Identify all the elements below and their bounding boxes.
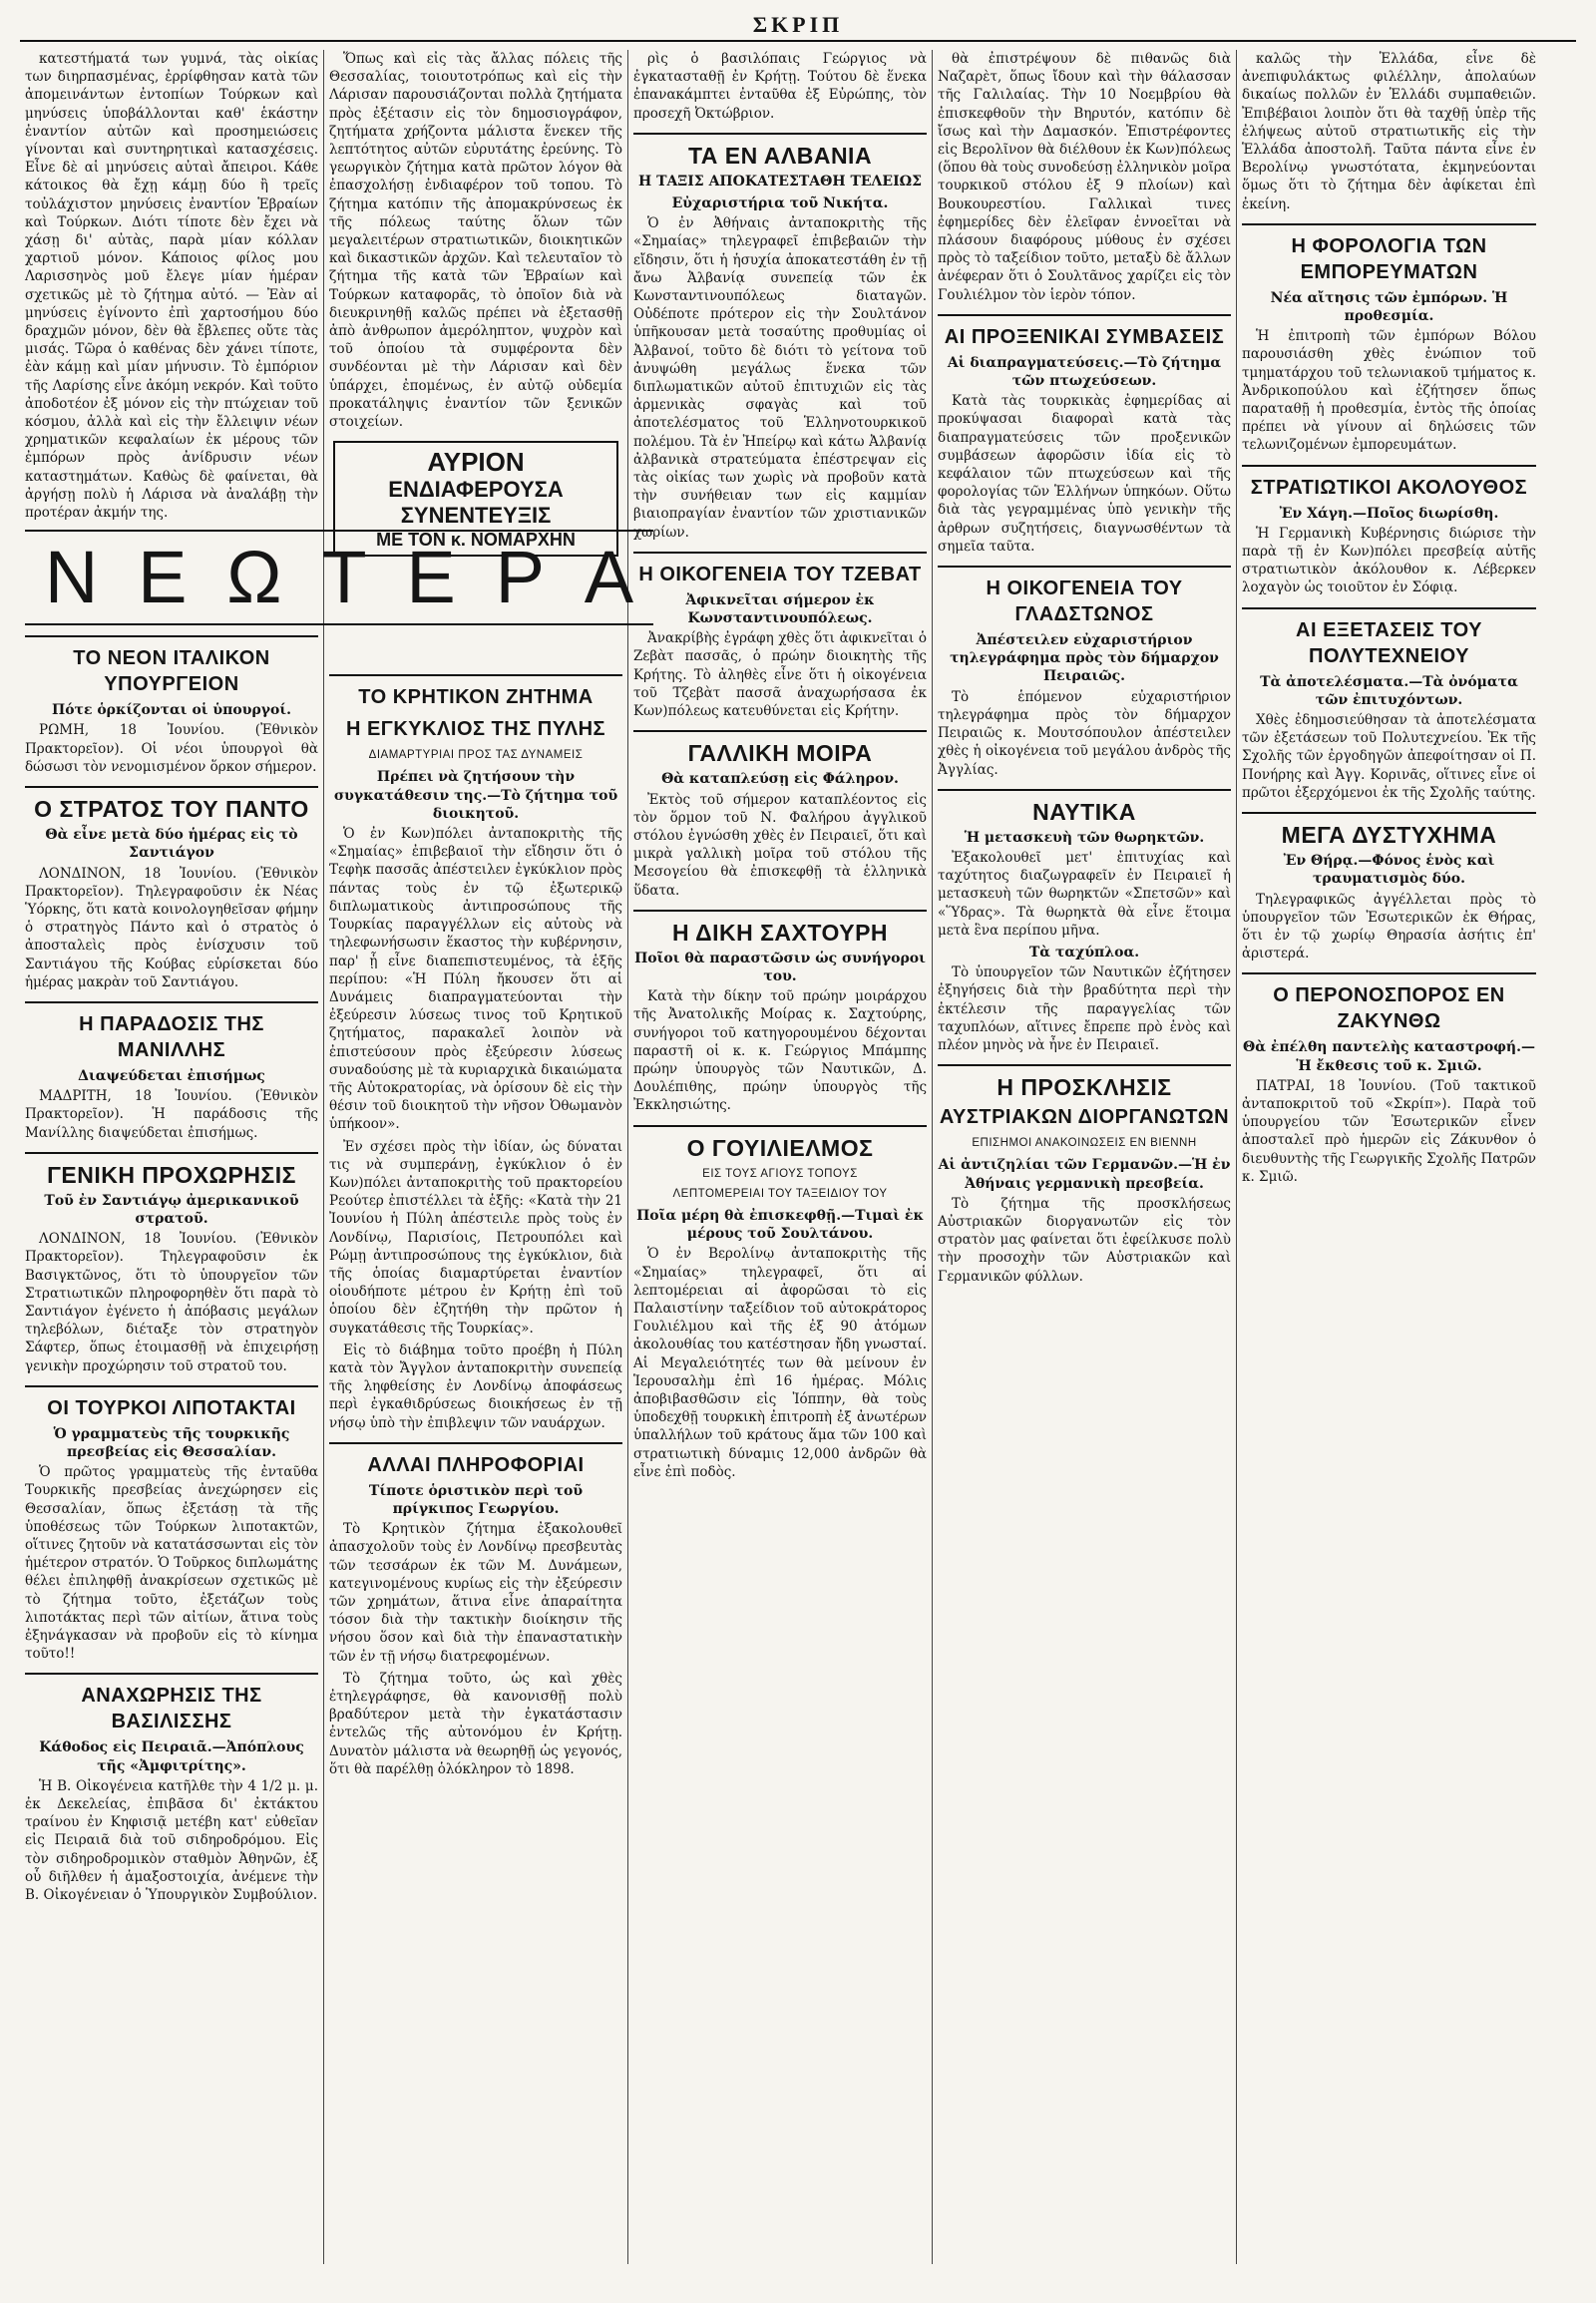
article-text: Κατὰ τὰς τουρκικὰς ἐφημερίδας αἱ προκύψασαι διαφοραὶ κατὰ τὰς διαπραγματεύσεις τῶν προξενικῶν συμβάσεων ἀφορῶσιν ἰδία εἰς τὸ κεφάλαιον τῶν πτωχεύσεων καὶ τῆς φορολογίας τῶν Ἑλλήνων ὑπηκόων. Οὕτω διὰ τὰς γεγραμμένας ὑπὸ γενικὴν τῆς ἀρθρων συζητήσεις, διαγνωσθέντων τὰ σημεῖα ταῦτα. xyxy=(938,393,1231,555)
subheadline: Η ΤΑΞΙΣ ΑΠΟΚΑΤΕΣΤΑΘΗ ΤΕΛΕΙΩΣ xyxy=(638,173,922,190)
article-text: Ἐν σχέσει πρὸς τὴν ἰδίαν, ὡς δύναται τις νὰ συμπεράνῃ, ἐγκύκλιον ὁ ἐν Κων)πόλει ἀνταποκριτὴς τοῦ πρακτορείου Ρεούτερ ἐπιστέλλει τὰ ἑξῆς: «Κατὰ τὴν 21 Ἰουνίου ἡ Πύλη ἀπέστειλε πρὸς τοὺς ἐν Λονδίνῳ, Παρισίοις, Πετρουπόλει καὶ Ρώμῃ ἀντιπροσώπους της ἐγκύκλιον, διὰ τῆς ὁποίας διαμαρτύρεται ἐναντίον οἱουδήποτε μέτρου ἐν Κρήτῃ ἐπὶ τοῦ ὁποίου δὲν ἐζητήθη τὴν πρῶτον ἡ συγκατάθεσις τῆς Τουρκίας». xyxy=(329,1138,622,1337)
article-text: Τὸ ζήτημα τῆς προσκλήσεως Αὐστριακῶν διοργανωτῶν εἰς τὸν στρατὸν μας φαίνεται ὅτι ἐφείλκυσε πολὺ τὴν προσοχὴν τῶν Αὐστριακῶν καὶ Γερμανικῶν φύλλων. xyxy=(938,1195,1231,1285)
subheadline: Τοῦ ἐν Σαντιάγῳ ἀμερικανικοῦ στρατοῦ. xyxy=(44,1192,299,1227)
headline: Ο ΣΤΡΑΤΟΣ ΤΟΥ ΠΑΝΤΟ xyxy=(25,786,318,822)
article-text: Κατὰ τὴν δίκην τοῦ πρώην μοιράρχου τῆς Ἀνατολικῆς Μοίρας κ. Σαχτούρης, συνήγοροι τοῦ κατηγορουμένου δέχονται παραστῆ οἱ κ. κ. Γεώργιος Μπάμπης πρώην ὑπουργὸς τῶν Ναυτικῶν, Δ. Δουλέπιθης, πρώην ὑπουργὸς τῆς Ἐκκλησιώτης. xyxy=(633,988,927,1114)
neotera-letter: Ε xyxy=(138,536,188,619)
neotera-letter: Ν xyxy=(44,536,99,619)
headline: ΤΑ ΕΝ ΑΛΒΑΝΙΑ xyxy=(633,133,927,169)
article-text: Χθὲς ἐδημοσιεύθησαν τὰ ἀποτελέσματα τῶν ἐξετάσεων τοῦ Πολυτεχνείου. Ἐκ τῆς Σχολῆς τῶν ἐργοδηγῶν ἀπεφοίτησαν οἱ Π. Πονήρης καὶ Ἀγγ. Κορινᾶς, οἵτινες εἶνε οἱ πρῶτοι ἐξερχόμενοι ἐκ τῆς Σχολῆς ταύτης. xyxy=(1242,712,1536,801)
headline: ΑΝΑΧΩΡΗΣΙΣ ΤΗΣ ΒΑΣΙΛΙΣΣΗΣ xyxy=(25,1673,318,1734)
article-text: Ἡ ἐπιτροπὴ τῶν ἐμπόρων Βόλου παρουσιάσθη χθὲς ἐνώπιον τοῦ τμηματάρχου τοῦ τελωνιακοῦ τμήματος κ. Ἀνδρικοπούλου καὶ ἐζήτησεν ὅπως παραταθῇ ἡ προθεσμία, ἐντὸς τῆς ὁποίας πρέπει νὰ γίνουν αἱ δηλώσεις τῶν τελωνιζομένων ἐμπορευμάτων. xyxy=(1242,328,1536,454)
headline: Η ΦΟΡΟΛΟΓΙΑ ΤΩΝ ΕΜΠΟΡΕΥΜΑΤΩΝ xyxy=(1242,223,1536,285)
col4-top-text: θὰ ἐπιστρέψουν δὲ πιθανῶς διὰ Ναζαρὲτ, ὅπως ἴδουν καὶ τὴν θάλασσαν τῆς Γαλιλαίας. Τὴν 10 Νοεμβρίου θὰ ἐπισκεφθοῦν τὴν Βηρυτόν, κατόπιν δὲ ἴσως καὶ τὴν Δαμασκόν. Ἐπιστρέφοντες εἰς Βερολῖνον θὰ διέλθουν ἐκ Κων)πόλεως (ὅπου θὰ τοὺς συνοδεύσῃ ἐλληνικὸν μοῖρα τουρκικοῦ στόλου ἐξ 9 πλοίων) καὶ Βουκουρεστίου. Γαλλικαὶ τινες ἐφημερίδες δὲν ἐλεῖφαν ἐννοεῖται νὰ πλάσουν διαφόρους μύθους ἐν σχέσει πρὸς τὸ ταξείδιον τοῦτο, μεταξὺ δὲ ἄλλων ἀνέφεραν ὅτι ὁ Σουλτᾶνος χαρίζει εἰς τὸν Γουλιέλμον τὸν ἱερὸν τόπον. xyxy=(938,51,1231,303)
article-text: Ἀνακρίβὴς ἐγράφη χθὲς ὅτι ἀφικνεῖται ὁ Ζεβὰτ πασσᾶς, ὁ πρώην διοικητὴς τῆς Κρήτης. Τὸ ἀληθὲς εἶνε ὅτι ἡ οἰκογένεια τοῦ Τζεβὰτ πασσᾶ ἀναχωρήσασα ἐκ Κων)πόλεως κατευθύνεται εἰς Κρήτην. xyxy=(633,630,927,720)
subsubheadline: ΕΠΙΣΗΜΟΙ ΑΝΑΚΟΙΝΩΣΕΙΣ ΕΝ ΒΙΕΝΝΗ xyxy=(972,1137,1197,1150)
article-text: Ἐξακολουθεῖ μετ' ἐπιτυχίας καὶ ταχύτητος διαζωγραφεῖν ἐν Πειραιεῖ ἡ μετασκευὴ τῶν θωρηκτῶν «Σπετσῶν» καὶ «Ὕδρας». Τὰ θωρηκτὰ θὰ εἶνε ἕτοιμα μετὰ ἓνα περίπου μῆνα. xyxy=(938,849,1231,939)
subheadline: Διαψεύδεται ἐπισήμως xyxy=(78,1067,265,1084)
col2-top-text: Ὅπως καὶ εἰς τὰς ἄλλας πόλεις τῆς Θεσσαλίας, τοιουτοτρόπως καὶ εἰς τὴν Λάρισαν παρουσιάζονται πολλὰ ζητήματα πρὸς ἐξέτασιν εἰς τὸν δημοσιογράφον, ζητήματα χρήζοντα μάλιστα ἕνεκεν τῆς λεπτότητος αὐτῶν εὐρυτάτης ἐρεύνης. Τὸ γεωργικὸν ζήτημα κατὰ πρῶτον λόγον θὰ ἐπασχολήσῃ ἐνδιαφέρον τοῦ τοπου. Τὸ ζήτημα κατόπιν τῆς ἀπομακρύνσεως ἐκ τῆς πόλεως ταύτης ὅλων τῶν μεγαλειτέρων στρατιωτικῶν, διοικητικῶν καὶ δικαστικῶν ἀρχῶν. Καὶ τελευταῖον τὸ ζήτημα τῆς κατὰ τῶν Ἑβραίων καὶ Τούρκων καταφορᾶς, τὸ ὁποῖον διὰ νὰ διευκρινηθῇ καλῶς πρέπει νὰ ἐξετασθῇ ἀπὸ ἀνθρωπον ἀμερόληπτον, ψυχρὸν καὶ τοῦ ὁποίου τὰ συμφέροντα δὲν συνδέονται μὲ τὴν Λάρισαν καὶ δὲν ὑπάρχει, ἐπομένως, ἐν αὐτῷ οὐδεμία προκατάληψις ἐναντίον τῶν ξενικῶν στοιχείων. xyxy=(329,51,622,431)
columns xyxy=(20,50,1576,2264)
column-2 xyxy=(324,50,628,2264)
article-text: Ὁ ἐν Βερολίνῳ ἀνταποκριτὴς τῆς «Σημαίας» τηλεγραφεῖ, ὅτι αἱ λεπτομέρειαι αἱ ἀφορῶσαι τὸ εἰς Παλαιστίνην ταξείδιον τοῦ αὐτοκράτορος Γουλιέλμου καὶ τῆς ἐξ 90 ἀτόμων ἀκολουθίας του κατέστησαν ἤδη γνωσταί. Αἱ Μεγαλειότητές των θὰ μείνουν ἐν Ἱερουσαλὴμ ἐπὶ 16 ἡμέρας. Μόλις ἀποβιβασθῶσιν εἰς Ἰόππην, θὰ τοὺς ὑποδεχθῇ τουρκικὴ ἐπιτροπὴ ἐξ ἀνωτέρων ὑπαλλήλων τοῦ κράτους ἅμα τῶν 100 καὶ στρατιωτικὴ δύναμις 12,000 ἀνδρῶν θὰ εἶνε ἐπὶ ποδὸς. xyxy=(633,1246,927,1480)
article-text: Ὁ ἐν Κων)πόλει ἀνταποκριτὴς τῆς «Σημαίας» ἐπιβεβαιοῖ τὴν εἴδησιν ὅτι ὁ Τεφὴκ πασσᾶς ἀπέστειλεν ἐγκύκλιον πρὸς πάντας τοὺς ἐν τῷ ἐξωτερικῷ διπλωματικοὺς ἀντιπροσώπους τῆς Τουρκίας παραγγέλλων εἰς αὐτοὺς νὰ τηλεφωνήσωσιν ἕκαστος τὴν κυβέρνησιν, παρ' ᾗ εἶνε διαπεπιστευμένος, τὰ ἑξῆς περίπου: «Ἡ Πύλη ἤκουσεν ὅτι αἱ Δυνάμεις διαπραγματεύονται τὴν ἐξεύρεσιν λύσεως τινος τοῦ Κρητικοῦ ζητήματος, παρακαλεῖ λοιπὸν νὰ ἐπιστεύσουν πρὸς ἐξεύρεσιν λύσεως συναδούσης μὲ τὰ κυριαρχικὰ δικαιώματα τῆς Αὐτοκρατορίας, νὰ ὁρίσουν δὲ εἰς τὴν θέσιν τοῦ διοικητοῦ τὴν νῆσον Ὀθωμανὸν ὑπήκοον». xyxy=(329,826,622,1133)
subheadline: Πότε ὁρκίζονται οἱ ὑπουργοί. xyxy=(51,702,291,719)
article-text: ΜΑΔΡΙΤΗ, 18 Ἰουνίου. (Ἐθνικὸν Πρακτορεῖον). Ἡ παράδοσις τῆς Μανίλλης διαψεύδεται ἐπισήμως. xyxy=(25,1088,318,1141)
neotera-letter: Ε xyxy=(406,536,456,619)
headline: ΓΑΛΛΙΚΗ ΜΟΙΡΑ xyxy=(633,730,927,766)
article-text: Τὸ Κρητικὸν ζήτημα ἐξακολουθεῖ ἀπασχολοῦν τοὺς ἐν Λονδίνῳ πρεσβευτὰς τῶν τεσσάρων ἐκ τῶν Μ. Δυνάμεων, κατεγινομένους κυρίως εἰς τὴν ἐξεύρεσιν τῶν χρημάτων, ἅτινα εἶνε ἀπαραίτητα τόσον διὰ τὴν τακτικὴν διοίκησιν τῆς νήσου ὅσον καὶ διὰ τὴν ἐπαναστατικὴν τῶν ἐν τῇ νήσῳ διατρεφομένων. xyxy=(329,1521,622,1665)
subheadline: Θὰ καταπλεύσῃ εἰς Φάληρον. xyxy=(661,771,899,788)
col1-top-text: κατεστήματά των γυμνά, τὰς οἰκίας των διηρπασμένας, ἐρρίφθησαν κατὰ τῶν ἀπομεινάντων ἐντοπίων Τούρκων καὶ μηνύσεις ὑποβάλλονται καθ' ἑκάστην ἐναντίον αὐτῶν καὶ προσημειώσεις γίνονται καὶ συντηρητικαὶ κατασχέσεις. Εἶνε δὲ αἱ μηνύσεις αὐταὶ ἄπειροι. Κάθε κάτοικος θὰ ἔχῃ κάμῃ δύο ἢ τρεῖς τοὐλάχιστον μηνύσεις ἐναντίον Ἑβραίων καὶ Τούρκων. Διότι τίποτε δὲν ἔχει νὰ χάσῃ δι' αὐτὰς, παρὰ μίαν κόλλαν χαρτιοῦ μόνον. Κάποιος φίλος μου Λαρισσηνὸς μοῦ ἔλεγε μίαν ἡμέραν σχετικῶς μὲ τὸ ζήτημα αὐτό. — Ἐὰν αἱ μηνύσεις ἐγίνοντο ἐπὶ χαρτοσήμου δύο δραχμῶν μόνον, δὲν θὰ ἔβλεπες οὔτε τὰς μισάς. Τῶρα ὁ καθένας δὲν χάνει τίποτε, ἐὰν κάμῃ καὶ μίαν μήνυσιν. Τὸ ἐμπόριον τῆς Λαρίσης εἶνε ἀκόμη νεκρόν. Καὶ τοῦτο ἀποδοτέον ἐξ μόνον εἰς τὴν πτώχειαν τοῦ κόσμου, ἀλλὰ καὶ εἰς τὴν ἔλλειψιν νέων χρηματικῶν κεφαλαίων ἐκ μέρους τῶν ἐμπόρων πρὸς ἀνίδρυσιν νέων καταστημάτων. Καθὼς δὲ φαίνεται, θὰ ἀργήσῃ πολὺ ἡ Λάρισα νὰ ἀναλάβῃ τὴν προτέραν ἀκμήν της. xyxy=(25,51,318,522)
headline: Η ΟΙΚΟΓΕΝΕΙΑ ΤΟΥ ΤΖΕΒΑΤ xyxy=(633,552,927,587)
subheadline: Αἱ ἀντιζηλίαι τῶν Γερμανῶν.—Ἡ ἐν Ἀθήναις γερμανικὴ πρεσβεία. xyxy=(938,1157,1231,1192)
article-text: Ὁ πρῶτος γραμματεὺς τῆς ἐνταῦθα Τουρκικῆς πρεσβείας ἀνεχώρησεν εἰς Θεσσαλίαν, ὅπως ἐξετάσῃ τὰ τῆς ὑποθέσεως τῶν Τούρκων λιποτακτῶν, οἵτινες ζητοῦν νὰ κατατάσσωνται εἰς τὸν ἡμέτερον στρατόν. Ὁ Τοῦρκος διπλωμάτης θέλει ἐπιληφθῇ ἀνακρίσεων σχετικῶς μὲ τὸ ζήτημα τοῦτο, ἐξετάζων τοὺς λιποτάκτας περὶ τῶν αἰτίων, ἅτινα τοὺς ἐξηνάγκασαν νὰ προβοῦν εἰς τὸ κίνημα τοῦτο!! xyxy=(25,1464,318,1663)
neotera-letter: Ω xyxy=(226,536,282,619)
headline: Η ΠΑΡΑΔΟΣΙΣ ΤΗΣ ΜΑΝΙΛΛΗΣ xyxy=(25,1001,318,1063)
subheadline: Ἐν Θήρᾳ.—Φόνος ἑνὸς καὶ τραυματισμὸς δύο. xyxy=(1283,853,1495,888)
headline: Η ΟΙΚΟΓΕΝΕΙΑ ΤΟΥ ΓΛΑΔΣΤΩΝΟΣ xyxy=(938,566,1231,627)
neotera-letter: Ρ xyxy=(495,536,545,619)
headline: ΜΕΓΑ ΔΥΣΤΥΧΗΜΑ xyxy=(1242,812,1536,848)
subheadline: Ἀφικνεῖται σήμερον ἐκ Κωνσταντινουπόλεως. xyxy=(685,591,875,627)
article-text: Τὸ ἑπόμενον εὐχαριστήριον τηλεγράφημα πρὸς τὸν δήμαρχον Πειραιῶς κ. Μουτσόπουλον ἀπέστειλεν χθὲς ἡ οἰκογένεια τοῦ μεγάλου ἀνδρὸς τῆς Ἀγγλίας. xyxy=(938,688,1231,778)
headline: Η ΠΡΟΣΚΛΗΣΙΣ xyxy=(938,1064,1231,1100)
headline: ΑΙ ΕΞΕΤΑΣΕΙΣ ΤΟΥ ΠΟΛΥΤΕΧΝΕΙΟΥ xyxy=(1242,607,1536,669)
article-text: ΛΟΝΔΙΝΟΝ, 18 Ἰουνίου. (Ἐθνικὸν Πρακτορεῖον). Τηλεγραφοῦσιν ἐκ Νέας Ὑόρκης, ὅτι κατὰ κοινολογηθεῖσαν φήμην ὁ στρατηγὸς Πάντο καὶ ὁ στρατὸς ὁ ἀποσταλεὶς πρὸς ἐνίσχυσιν τοῦ Σαντιάγου τῆς Κούβας εὑρίσκεται δύο ἡμέρας μακρὰν τοῦ Σαντιάγου. xyxy=(25,865,318,990)
subheadline: Τὰ ταχύπλοα. xyxy=(1028,944,1140,960)
subheadline: Αἱ διαπραγματεύσεις.—Τὸ ζήτημα τῶν πτωχεύσεων. xyxy=(947,354,1222,390)
column-4 xyxy=(933,50,1237,2264)
subsubheadline: ΕΙΣ ΤΟΥΣ ΑΓΙΟΥΣ ΤΟΠΟΥΣ xyxy=(702,1167,858,1180)
subheadline: Θὰ ἐπέλθη παντελὴς καταστροφή.—Ἡ ἔκθεσις τοῦ κ. Σμιῶ. xyxy=(1243,1039,1535,1074)
article-text: Ἐκτὸς τοῦ σήμερον καταπλέοντος εἰς τὸν ὅρμον τοῦ Ν. Φαλήρου ἀγγλικοῦ στόλου ἐγνώσθη χθὲς ἐν Πειραιεῖ, ὅτι καὶ μικρὰ γαλλικὴ μοῖρα τοῦ στόλου τῆς Μεσογείου θὰ ἐπισκεφθῇ τὰ ἑλληνικὰ ὕδατα. xyxy=(633,791,927,899)
article-text: ΛΟΝΔΙΝΟΝ, 18 Ἰουνίου. (Ἐθνικὸν Πρακτορεῖον). Τηλεγραφοῦσιν ἐκ Βασιγκτῶνος, ὅτι τὸ ὑπουργεῖον τῶν Στρατιωτικῶν πληροφορηθὲν ὅτι παρὰ τὸ Σαντιάγον ἐγένετο ἡ ἀπόβασις μεγάλων τηλεβόλων, διέταξε τὸν στρατηγὸν Σάφτερ, ὅπως ἑτοιμασθῇ νὰ ἐπιχειρήσῃ γενικὴν προχώρησιν τοῦ στρατοῦ του. xyxy=(25,1231,318,1374)
col3-top-text: ρὶς ὁ βασιλόπαις Γεώργιος νὰ ἐγκατασταθῇ ἐν Κρήτῃ. Τούτου δὲ ἕνεκα ἐπανακάμπτει ἐνταῦθα ἐξ Εὐρώπης, τὸν προσεχῆ Ὀκτώβριον. xyxy=(633,51,927,122)
subheadline: Εὐχαριστήρια τοῦ Νικήτα. xyxy=(671,195,889,212)
masthead-title: ΣΚΡΙΠ xyxy=(752,12,844,37)
subheadline: Τίποτε ὁριστικὸν περὶ τοῦ πρίγκιπος Γεωργίου. xyxy=(368,1482,584,1517)
subheadline: Πρέπει νὰ ζητήσουν τὴν συγκατάθεσιν της.—Τὸ ζήτημα τοῦ διοικητοῦ. xyxy=(333,769,618,822)
subheadline: Κάθοδος εἰς Πειραιᾶ.—Ἀπόπλους τῆς «Ἀμφιτρίτης». xyxy=(39,1739,304,1774)
neotera-letter: Τ xyxy=(321,536,367,619)
subheadline: Ὁ γραμματεὺς τῆς τουρκικῆς πρεσβείας εἰς Θεσσαλίαν. xyxy=(53,1425,290,1460)
article-text: Ὁ ἐν Ἀθήναις ἀνταποκριτὴς τῆς «Σημαίας» τηλεγραφεῖ ἐπιβεβαιῶν τὴν εἴδησιν, ὅτι ἡ ἡσυχία ἀποκατεστάθη ἐν τῇ ἄνω Ἀλβανίᾳ συνεπείᾳ τῶν ἐκ Κωνσταντινουπόλεως διαταγῶν. Οὐδέποτε πρότερον εἰς τὴν Σουλτάνον ὑπῆκουσαν μετὰ τοσαύτης προθυμίας οἱ Ἀλβανοί, τοῦτο δὲ διότι τὸ γείτονα τοῦ ἀνυψώθη μεγάλως ἕνεκα τῶν διπλωματικῶν αὐτοῦ ἐπιτυχιῶν εἰς τὰς ἀρμενικὰς σφαγὰς καὶ τοῦ ἀποτελέσματος τοῦ Ἑλληνοτουρκικοῦ πολέμου. Τὰ ἐν Ἠπείρῳ καὶ κάτω Ἀλβανίᾳ ἀλβανικὰ στρατεύματα ἐπέστρεψαν εἰς τὰς οἰκίας των χωρὶς νὰ προβοῦν κατὰ τὴν συνήθειαν των εἰς καμμίαν βιαιοπραγίαν ἐναντίον τῶν χριστιανικῶν χωρίων. xyxy=(633,215,927,541)
headline: ΝΑΥΤΙΚΑ xyxy=(938,789,1231,825)
article-text: Τηλεγραφικῶς ἀγγέλλεται πρὸς τὸ ὑπουργεῖον τῶν Ἐσωτερικῶν ἐκ Θήρας, ὅτι ἐν τῷ χωρίῳ Θηρασία ἀσήτις ἐπ' ἀριστερά. xyxy=(1242,891,1536,962)
column-5 xyxy=(1237,50,1541,2264)
article-text: Εἰς τὸ διάβημα τοῦτο προέβη ἡ Πύλη κατὰ τὸν Ἄγγλον ἀνταποκριτὴν συνεπείᾳ τῆς ληφθείσης ἐν Λονδίνῳ ἀποφάσεως περὶ ἐγκαθιδρύσεως διοικήσεως ἐν τῇ νήσῳ ὑπὸ τὴν ἐπιβλεψιν τῶν ναυάρχων. xyxy=(329,1342,622,1431)
article-text: ΡΩΜΗ, 18 Ἰουνίου. (Ἐθνικὸν Πρακτορεῖον). Οἱ νέοι ὑπουργοὶ θὰ δώσωσι τὸν νενομισμένον ὅρκον σήμερον. xyxy=(25,722,318,775)
headline: ΤΟ ΚΡΗΤΙΚΟΝ ΖΗΤΗΜΑ xyxy=(329,674,622,710)
subheadline: Ἀπέστειλεν εὐχαριστήριον τηλεγράφημα πρὸς τὸν δήμαρχον Πειραιῶς. xyxy=(950,632,1219,685)
headline: ΑΛΛΑΙ ΠΛΗΡΟΦΟΡΙΑΙ xyxy=(329,1442,622,1478)
col5-top-text: καλῶς τὴν Ἑλλάδα, εἶνε δὲ ἀνεπιφυλάκτως φιλέλλην, ἀπολαύων δικαίως πολλῶν ἐν Ἑλλάδι συμπαθειῶν. Ἐπιβέβαιοι λοιπὸν ὅτι θὰ ταχθῇ ὑπὲρ τῆς ἐλήψεως αὐτοῦ στρατιωτικῆς εἰς τὴν Ἑλλάδα ἀποστολῆ. Ταῦτα πάντα εἶνε ἐν Βερολίνῳ γνωστότατα, ἐκμηνεύονται ὅμως ὅτι τὸ ζήτημα δὲν ἀφίκεται ἐπὶ ἐκείνη. xyxy=(1242,51,1536,212)
subheadline: Νέα αἴτησις τῶν ἐμπόρων. Ἡ προθεσμία. xyxy=(1270,289,1508,325)
article-text: ΠΑΤΡΑΙ, 18 Ἰουνίου. (Τοῦ τακτικοῦ ἀνταποκριτοῦ τοῦ «Σκρίπ»). Παρὰ τοῦ ὑπουργείου τῶν Ἐσωτερικῶν εἶνεν ἀποσταλεῖ πρὸ ἡμερῶν εἰς Ζάκυνθον ὁ διευθυντὴς τῆς Γεωργικῆς Σχολῆς Πατρῶν κ. Σμιῶ. xyxy=(1242,1077,1536,1185)
headline: ΑΥΣΤΡΙΑΚΩΝ ΔΙΟΡΓΑΝΩΤΩΝ xyxy=(939,1106,1230,1129)
subheadline: Ποῖα μέρη θὰ ἐπισκεφθῇ.—Τιμαὶ ἐκ μέρους τοῦ Σουλτάνου. xyxy=(636,1207,924,1243)
subheadline: Ποῖοι θὰ παραστῶσιν ὡς συνήγοροι του. xyxy=(634,950,926,984)
subsubheadline: ΛΕΠΤΟΜΕΡΕΙΑΙ ΤΟΥ ΤΑΞΕΙΔΙΟΥ ΤΟΥ xyxy=(672,1187,888,1200)
subheadline: Ἐν Χάγη.—Ποῖος διωρίσθη. xyxy=(1279,505,1499,522)
headline: ΟΙ ΤΟΥΡΚΟΙ ΛΙΠΟΤΑΚΤΑΙ xyxy=(25,1385,318,1421)
neotera-banner xyxy=(25,530,653,625)
headline: Ο ΠΕΡΟΝΟΣΠΟΡΟΣ ΕΝ ΖΑΚΥΝΘΩ xyxy=(1242,972,1536,1034)
article-text: Τὸ ὑπουργεῖον τῶν Ναυτικῶν ἐζήτησεν ἐξηγήσεις διὰ τὴν βραδύτητα περὶ τὴν ἐκτέλεσιν τῆς παραγγελίας τῶν ταχυπλόων, αἵτινες ἔπρεπε πρὸ ἑνὸς καὶ πλέον μηνὸς νὰ ἦνε ἐν Πειραιεῖ. xyxy=(938,964,1231,1053)
article-text: Ἡ Γερμανικὴ Κυβέρνησις διώρισε τὴν παρὰ τῇ ἐν Κων)πόλει πρεσβείᾳ αὐτῆς στρατιωτικὸν ἀκόλουθον κ. Λέβερκεν λοχαγὸν ὡς τοιοῦτον ἐν Σόφιᾳ. xyxy=(1242,525,1536,596)
headline: ΑΙ ΠΡΟΞΕΝΙΚΑΙ ΣΥΜΒΑΣΕΙΣ xyxy=(938,314,1231,350)
headline: ΓΕΝΙΚΗ ΠΡΟΧΩΡΗΣΙΣ xyxy=(25,1152,318,1188)
avrion-line-3: ΜΕ ΤΟΝ κ. ΝΟΜΑΡΧΗΝ xyxy=(376,530,576,551)
subheadline: Ἡ μετασκευὴ τῶν θωρηκτῶν. xyxy=(964,829,1205,846)
neotera-letter: Α xyxy=(584,536,634,619)
headline: Η ΔΙΚΗ ΣΑΧΤΟΥΡΗ xyxy=(633,910,927,946)
headline: Η ΕΓΚΥΚΛΙΟΣ ΤΗΣ ΠΥΛΗΣ xyxy=(345,718,606,741)
avrion-line-2: ΕΝΔΙΑΦΕΡΟΥΣΑ ΣΥΝΕΝΤΕΥΞΙΣ xyxy=(388,477,564,529)
avrion-line-1: ΑΥΡΙΟΝ xyxy=(427,447,525,478)
newspaper-page xyxy=(20,12,1576,2271)
headline: Ο ΓΟΥΙΛΙΕΛΜΟΣ xyxy=(633,1125,927,1161)
subheadline: Τὰ ἀποτελέσματα.—Τὰ ὀνόματα τῶν ἐπιτυχόντων. xyxy=(1260,673,1518,708)
article-text: Ἡ Β. Οἰκογένεια κατῆλθε τὴν 4 1/2 μ. μ. ἐκ Δεκελείας, ἐπιβᾶσα δι' ἐκτάκτου τραίνου ἐν Κηφισιᾷ μετέβη κατ' εὐθεῖαν εἰς Πειραιᾶ διὰ τοῦ σιδηροδρόμου. Εἰς τὸν σιδηροδρομικὸν σταθμὸν Ἀθηνῶν, ἐξ οὗ διῆλθεν ἡ ἁμαξοστοιχία, ἀνέμενε τὴν Β. Οἰκογένειαν ὁ Ὑπουργικὸν Συμβούλιον. xyxy=(25,1777,318,1904)
headline: ΤΟ ΝΕΟΝ ΙΤΑΛΙΚΟΝ ΥΠΟΥΡΓΕΙΟΝ xyxy=(25,635,318,697)
article-text: Τὸ ζήτημα τοῦτο, ὡς καὶ χθὲς ἐτηλεγράφησε, θὰ κανονισθῇ πολὺ βραδύτερον μετὰ τὴν ἐγκατάστασιν ἐντελῶς τῆς αὐτονόμου ἐν Κρήτῃ. Δυνατὸν μάλιστα νὰ θεωρηθῇ ὡς γεγονός, ὅτι θὰ παρέλθῃ ὁλόκληρον τὸ 1898. xyxy=(329,1670,622,1777)
masthead xyxy=(20,12,1576,42)
subsubheadline: ΔΙΑΜΑΡΤΥΡΙΑΙ ΠΡΟΣ ΤΑΣ ΔΥΝΑΜΕΙΣ xyxy=(368,749,584,762)
subheadline: Θὰ εἶνε μετὰ δύο ἡμέρας εἰς τὸ Σαντιάγον xyxy=(45,827,298,862)
headline: ΣΤΡΑΤΙΩΤΙΚΟΙ ΑΚΟΛΟΥΘΟΣ xyxy=(1242,465,1536,501)
column-3 xyxy=(628,50,933,2264)
